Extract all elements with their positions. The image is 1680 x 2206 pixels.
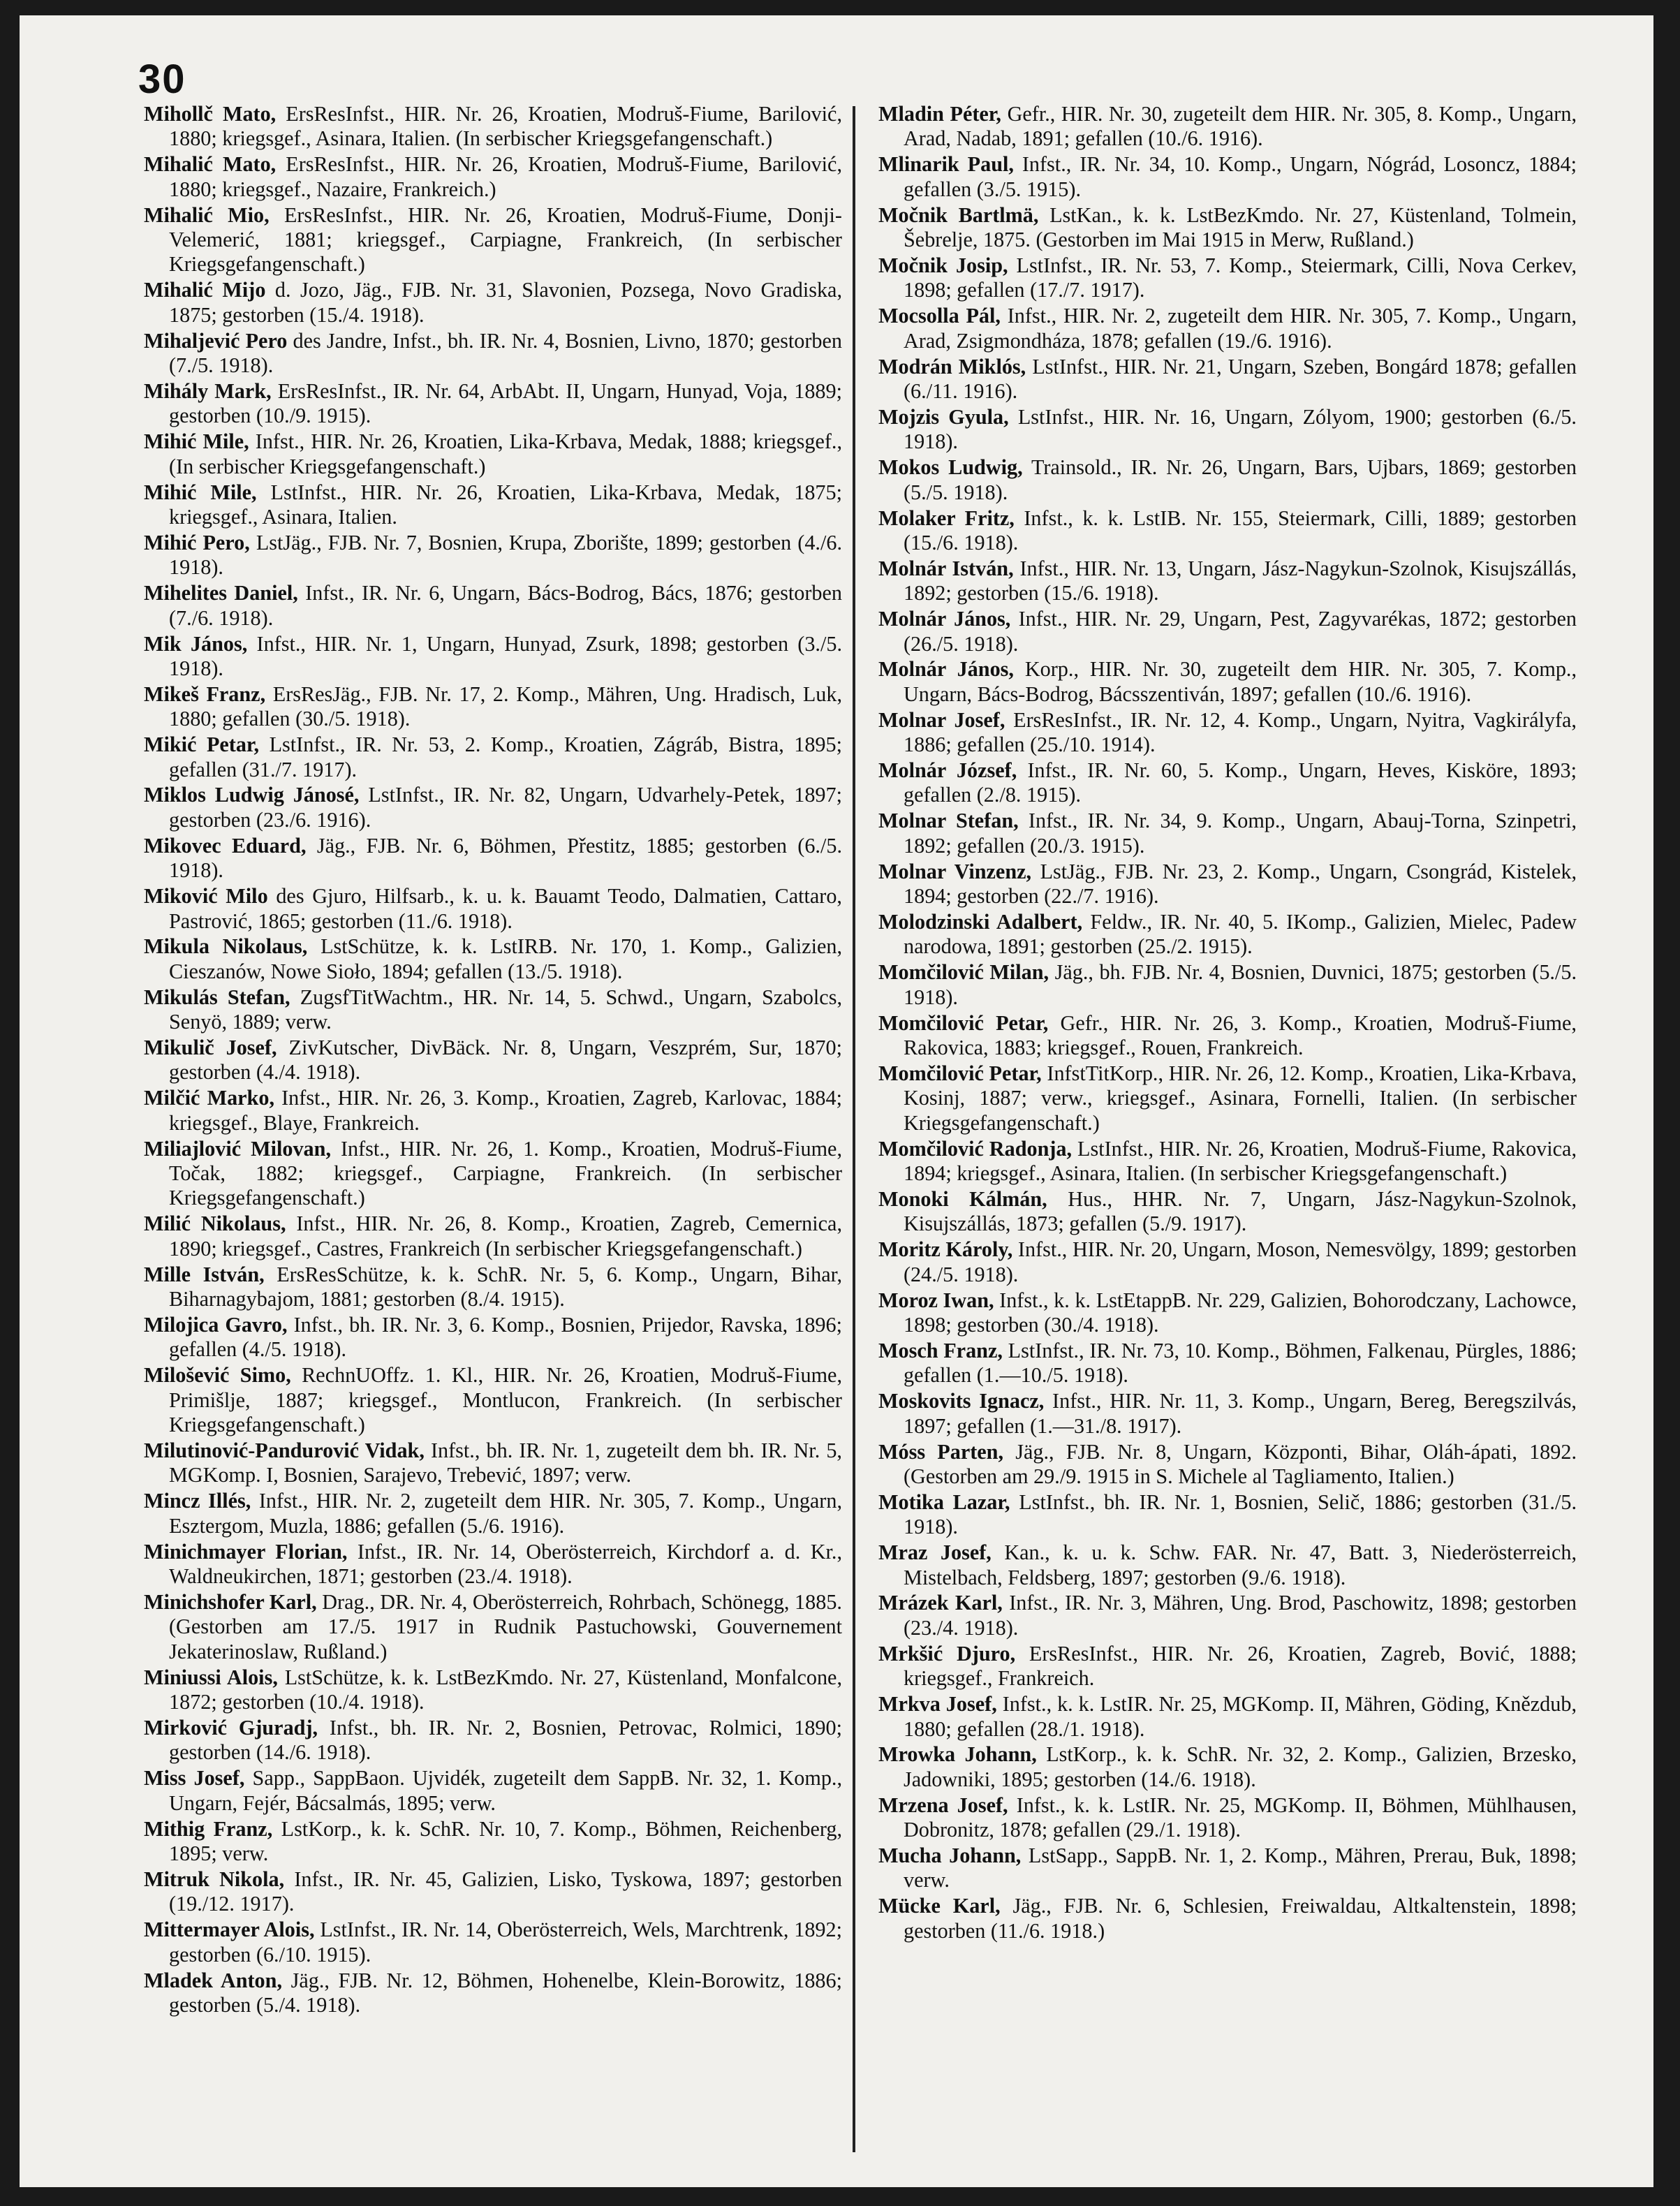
entry-name: Mikulás Stefan, [144, 985, 290, 1009]
entry-name: Milić Nikolaus, [144, 1212, 286, 1236]
entry-details: des Gjuro, Hilfsarb., k. u. k. Bauamt Teodo, Dalmatien, Cattaro, Pastrović, 1865; gestorben (11./6. 1918). [169, 884, 842, 933]
register-entry [144, 1212, 842, 1261]
entry-name: Molnar Vinzenz, [878, 859, 1032, 883]
register-entry [144, 1263, 842, 1312]
entry-name: Molnár János, [878, 657, 1014, 682]
right-column [878, 102, 1577, 1945]
entry-name: Miss Josef, [144, 1766, 245, 1790]
entry-details: LstInfst., IR. Nr. 73, 10. Komp., Böhmen, Falkenau, Pürgles, 1886; gefallen (1.—10./5. 1918). [904, 1338, 1577, 1388]
entry-details: LstInfst., IR. Nr. 53, 7. Komp., Steiermark, Cilli, Nova Cerkev, 1898; gefallen (17./7. 1917). [904, 253, 1577, 302]
entry-name: Mitruk Nikola, [144, 1867, 285, 1891]
entry-details: Infst., k. k. LstEtappB. Nr. 229, Galizien, Bohorodczany, Lachowce, 1898; gestorben (30./4. 1918). [904, 1288, 1577, 1337]
entry-name: Molnár József, [878, 758, 1017, 783]
entry-name: Mücke Karl, [878, 1894, 1001, 1918]
entry-details: Infst., IR. Nr. 45, Galizien, Lisko, Tyskowa, 1897; gestorben (19./12. 1917). [169, 1867, 842, 1916]
entry-details: LstInfst., HIR. Nr. 21, Ungarn, Szeben, Bongárd 1878; gefallen (6./11. 1916). [904, 354, 1577, 403]
entry-details: LstKan., k. k. LstBezKmdo. Nr. 27, Küstenland, Tolmein, Šebrelje, 1875. (Gestorben im Mai 1915 in Merw, Rußland.) [904, 203, 1577, 252]
entry-details: Infst., HIR. Nr. 29, Ungarn, Pest, Zagyvarékas, 1872; gestorben (26./5. 1918). [904, 607, 1577, 656]
entry-details: LstKorp., k. k. SchR. Nr. 10, 7. Komp., Böhmen, Reichenberg, 1895; verw. [169, 1816, 842, 1866]
register-entry [144, 1969, 842, 2018]
register-entry [878, 1642, 1577, 1691]
entry-details: des Jandre, Infst., bh. IR. Nr. 4, Bosnien, Livno, 1870; gestorben (7./5. 1918). [169, 328, 842, 378]
entry-name: Moskovits Ignacz, [878, 1389, 1045, 1413]
entry-details: RechnUOffz. 1. Kl., HIR. Nr. 26, Kroatien, Modruš-Fiume, Primišlje, 1887; kriegsgef., Montlucon, Frankreich. (In serbischer Kriegsgefangenschaft.) [169, 1363, 842, 1437]
entry-details: Jäg., FJB. Nr. 6, Schlesien, Freiwaldau, Altkaltenstein, 1898; gestorben (11./6. 1918.) [904, 1894, 1577, 1943]
entry-name: Modrán Miklós, [878, 354, 1026, 378]
entry-details: Infst., HIR. Nr. 13, Ungarn, Jász-Nagykun-Szolnok, Kisujszállás, 1892; gestorben (15./6. 1918). [904, 556, 1577, 605]
entry-name: Molnár János, [878, 607, 1011, 631]
register-entry [878, 1011, 1577, 1061]
entry-name: Milojica Gavro, [144, 1313, 288, 1337]
register-entry [144, 1439, 842, 1488]
entry-details: Drag., DR. Nr. 4, Oberösterreich, Rohrbach, Schönegg, 1885. (Gestorben am 17./5. 1917 in Rudnik Pastuchowski, Gouvernement Jekaterinoslaw, Rußland.) [169, 1589, 842, 1663]
register-entry [878, 203, 1577, 253]
entry-name: Mokos Ludwig, [878, 455, 1023, 480]
entry-details: LstKorp., k. k. SchR. Nr. 32, 2. Komp., Galizien, Brzesko, Jadowniki, 1895; gestorben (14./6. 1918). [904, 1742, 1577, 1791]
register-entry [878, 1591, 1577, 1640]
entry-name: Milutinović-Pandurović Vidak, [144, 1439, 425, 1463]
register-entry [144, 1590, 842, 1664]
entry-name: Mihić Mile, [144, 429, 249, 454]
register-entry [144, 329, 842, 378]
entry-name: Molnar Josef, [878, 707, 1005, 732]
entry-details: Infst., IR. Nr. 3, Mähren, Ung. Brod, Paschowitz, 1898; gestorben (23./4. 1918). [904, 1591, 1577, 1640]
entry-name: Mrzena Josef, [878, 1793, 1008, 1817]
entry-details: LstInfst., IR. Nr. 14, Oberösterreich, Wels, Marchtrenk, 1892; gestorben (6./10. 1915). [169, 1918, 842, 1966]
entry-name: Milčić Marko, [144, 1086, 274, 1110]
entry-details: Feldw., IR. Nr. 40, 5. IKomp., Galizien, Mielec, Padew narodowa, 1891; gestorben (25./2. 1915). [904, 910, 1577, 959]
entry-name: Molnar Stefan, [878, 809, 1019, 833]
entry-name: Mocsolla Pál, [878, 304, 1001, 328]
register-entry [144, 1867, 842, 1917]
entry-name: Mucha Johann, [878, 1844, 1022, 1868]
register-entry [878, 1339, 1577, 1388]
entry-name: Mille István, [144, 1262, 265, 1286]
register-entry [144, 102, 842, 152]
entry-name: Momčilović Milan, [878, 960, 1049, 985]
entry-details: Infst., HIR. Nr. 20, Ungarn, Moson, Nemesvölgy, 1899; gestorben (24./5. 1918). [904, 1237, 1577, 1286]
entry-details: Infst., HIR. Nr. 26, 1. Komp., Kroatien, Modruš-Fiume, Točak, 1882; kriegsgef., Carpiagne, Frankreich. (In serbischer Kriegsgefangenschaft.) [169, 1136, 843, 1210]
register-entry [878, 607, 1577, 656]
entry-details: Infst., IR. Nr. 6, Ungarn, Bács-Bodrog, Bács, 1876; gestorben (7./6. 1918). [169, 581, 842, 630]
entry-name: Mrkva Josef, [878, 1692, 997, 1716]
register-entry [144, 1540, 842, 1589]
entry-name: Mithig Franz, [144, 1816, 273, 1841]
register-entry [144, 203, 842, 277]
entry-details: Infst., k. k. LstIR. Nr. 25, MGKomp. II, Böhmen, Mühlhausen, Dobronitz, 1878; gefallen (29./1. 1918). [904, 1793, 1577, 1842]
register-entry [878, 557, 1577, 606]
register-entry [878, 1793, 1577, 1843]
entry-name: Momčilović Petar, [878, 1061, 1042, 1085]
register-entry [144, 278, 842, 328]
register-entry [144, 1817, 842, 1867]
entry-details: Korp., HIR. Nr. 30, zugeteilt dem HIR. Nr. 305, 7. Komp., Ungarn, Bács-Bodrog, Bácsszentiván, 1897; gefallen (10./6. 1916). [904, 657, 1577, 706]
entry-name: Miliajlović Milovan, [144, 1136, 331, 1161]
entry-name: Mraz Josef, [878, 1540, 992, 1565]
entry-name: Móss Parten, [878, 1439, 1004, 1464]
entry-details: LstSchütze, k. k. LstIRB. Nr. 170, 1. Komp., Galizien, Cieszanów, Nowe Sioło, 1894; gefallen (13./5. 1918). [169, 934, 842, 983]
entry-details: Infst., HIR. Nr. 2, zugeteilt dem HIR. Nr. 305, 7. Komp., Ungarn, Esztergom, Muzla, 1886; gefallen (5./6. 1916). [169, 1489, 842, 1538]
entry-details: ErsResInfst., IR. Nr. 64, ArbAbt. II, Ungarn, Hunyad, Voja, 1889; gestorben (10./9. 1915). [169, 378, 842, 428]
entry-name: Mihelites Daniel, [144, 581, 298, 605]
register-entry [878, 1389, 1577, 1439]
entry-details: ErsResInfst., HIR. Nr. 26, Kroatien, Zagreb, Bović, 1888; kriegsgef., Frankreich. [904, 1641, 1577, 1691]
register-entry [878, 1540, 1577, 1590]
entry-details: Infst., bh. IR. Nr. 1, zugeteilt dem bh. IR. Nr. 5, MGKomp. I, Bosnien, Sarajevo, Trebević, 1897; verw. [169, 1439, 842, 1487]
register-entry [878, 355, 1577, 404]
register-entry [144, 429, 842, 479]
entry-details: Gefr., HIR. Nr. 30, zugeteilt dem HIR. Nr. 305, 8. Komp., Ungarn, Arad, Nadab, 1891; gefallen (10./6. 1916). [904, 102, 1577, 151]
entry-name: Mittermayer Alois, [144, 1918, 315, 1942]
entry-name: Mihić Mile, [144, 480, 257, 504]
entry-details: LstInfst., bh. IR. Nr. 1, Bosnien, Selič, 1886; gestorben (31./5. 1918). [904, 1490, 1577, 1539]
entry-name: Mladin Péter, [878, 102, 1001, 126]
entry-details: LstInfst., HIR. Nr. 16, Ungarn, Zólyom, 1900; gestorben (6./5. 1918). [904, 404, 1577, 454]
entry-details: Jäg., FJB. Nr. 12, Böhmen, Hohenelbe, Klein-Borowitz, 1886; gestorben (5./4. 1918). [169, 1968, 843, 2017]
entry-name: Mosch Franz, [878, 1338, 1003, 1362]
entry-name: Molodzinski Adalbert, [878, 910, 1083, 934]
entry-name: Monoki Kálmán, [878, 1186, 1047, 1211]
entry-details: Infst., IR. Nr. 60, 5. Komp., Ungarn, Heves, Kisköre, 1893; gefallen (2./8. 1915). [904, 758, 1577, 807]
register-entry [144, 379, 842, 429]
entry-name: Moritz Károly, [878, 1237, 1013, 1262]
entry-details: ErsResInfst., HIR. Nr. 26, Kroatien, Modruš-Fiume, Barilović, 1880; kriegsgef., Asinara, Italien. (In serbischer Kriegsgefangenschaft.) [169, 102, 842, 151]
entry-name: Mikulič Josef, [144, 1036, 277, 1060]
entry-details: LstInfst., HIR. Nr. 26, Kroatien, Modruš-Fiume, Rakovica, 1894; kriegsgef., Asinara, Italien. (In serbischer Kriegsgefangenschaft.) [904, 1136, 1577, 1186]
entry-details: d. Jozo, Jäg., FJB. Nr. 31, Slavonien, Pozsega, Novo Gradiska, 1875; gestorben (15./4. 1918). [169, 278, 842, 327]
entry-details: Jäg., FJB. Nr. 8, Ungarn, Központi, Bihar, Oláh-ápati, 1892. (Gestorben am 29./9. 1915 in S. Michele al Tagliamento, Italien.) [904, 1439, 1577, 1488]
entry-details: ZugsfTitWachtm., HR. Nr. 14, 5. Schwd., Ungarn, Szabolcs, Senyö, 1889; verw. [169, 985, 842, 1034]
register-entry [878, 708, 1577, 758]
left-column [144, 102, 842, 2019]
entry-details: Infst., k. k. LstIB. Nr. 155, Steiermark, Cilli, 1889; gestorben (15./6. 1918). [904, 506, 1577, 554]
entry-details: LstInfst., IR. Nr. 82, Ungarn, Udvarhely-Petek, 1897; gestorben (23./6. 1916). [169, 783, 842, 832]
register-entry [144, 152, 842, 202]
register-entry [144, 682, 842, 732]
entry-details: LstInfst., IR. Nr. 53, 2. Komp., Kroatien, Zágráb, Bistra, 1895; gefallen (31./7. 1917). [169, 733, 842, 781]
register-entry [878, 102, 1577, 152]
register-entry [878, 253, 1577, 303]
entry-name: Mihaljević Pero [144, 328, 288, 353]
entry-name: Mlinarik Paul, [878, 152, 1014, 177]
register-entry [878, 1187, 1577, 1237]
register-entry [144, 1363, 842, 1437]
register-entry [878, 657, 1577, 707]
entry-name: Mihollč Mato, [144, 102, 277, 126]
register-entry [878, 304, 1577, 353]
entry-name: Mrázek Karl, [878, 1591, 1003, 1615]
entry-details: Infst., HIR. Nr. 2, zugeteilt dem HIR. Nr. 305, 7. Komp., Ungarn, Arad, Zsigmondháza, 1878; gefallen (19./6. 1916). [904, 304, 1577, 353]
entry-name: Molaker Fritz, [878, 506, 1015, 530]
register-entry [878, 1237, 1577, 1287]
entry-details: Kan., k. u. k. Schw. FAR. Nr. 47, Batt. 3, Niederösterreich, Mistelbach, Feldsberg, 1897; gestorben (9./6. 1918). [904, 1540, 1577, 1589]
entry-details: Hus., HHR. Nr. 7, Ungarn, Jász-Nagykun-Szolnok, Kisujszállás, 1873; gefallen (5./9. 1917). [904, 1186, 1577, 1236]
entry-details: LstJäg., FJB. Nr. 23, 2. Komp., Ungarn, Csongrád, Kistelek, 1894; gestorben (22./7. 1916). [904, 859, 1577, 909]
entry-details: Trainsold., IR. Nr. 26, Ungarn, Bars, Ujbars, 1869; gestorben (5./5. 1918). [904, 455, 1577, 504]
entry-details: Infst., HIR. Nr. 26, 3. Komp., Kroatien, Zagreb, Karlovac, 1884; kriegsgef., Blaye, Frankreich. [169, 1086, 842, 1135]
register-entry [878, 506, 1577, 556]
register-entry [144, 531, 842, 580]
entry-details: LstSapp., SappB. Nr. 1, 2. Komp., Mähren, Prerau, Buk, 1898; verw. [904, 1844, 1577, 1892]
register-entry [878, 758, 1577, 808]
entry-details: ErsResSchütze, k. k. SchR. Nr. 5, 6. Komp., Ungarn, Bihar, Biharnagybajom, 1881; gestorben (8./4. 1915). [169, 1262, 843, 1311]
entry-name: Mikula Nikolaus, [144, 934, 308, 959]
entry-name: Mincz Illés, [144, 1489, 251, 1513]
entry-details: ErsResInfst., IR. Nr. 12, 4. Komp., Ungarn, Nyitra, Vagkirályfa, 1886; gefallen (25./10. 1914). [904, 707, 1577, 757]
register-entry [878, 860, 1577, 909]
entry-name: Mihić Pero, [144, 530, 250, 554]
register-entry [144, 581, 842, 631]
entry-name: Mihalić Mio, [144, 203, 270, 227]
entry-details: Infst., IR. Nr. 34, 10. Komp., Ungarn, Nógrád, Losoncz, 1884; gefallen (3./5. 1915). [904, 152, 1577, 201]
register-entry [878, 1440, 1577, 1490]
entry-name: Minichmayer Florian, [144, 1539, 348, 1564]
register-entry [144, 1918, 842, 1967]
register-entry [878, 152, 1577, 202]
register-entry [878, 1288, 1577, 1338]
entry-name: Mihály Mark, [144, 378, 272, 403]
entry-name: Močnik Bartlmä, [878, 203, 1039, 227]
entry-name: Miklos Ludwig Jánosé, [144, 783, 360, 807]
entry-name: Milošević Simo, [144, 1363, 291, 1388]
register-entry [144, 884, 842, 934]
entry-name: Miković Milo [144, 884, 268, 909]
register-entry [144, 1313, 842, 1362]
entry-details: Infst., IR. Nr. 14, Oberösterreich, Kirchdorf a. d. Kr., Waldneukirchen, 1871; gestorben (23./4. 1918). [169, 1539, 842, 1589]
entry-details: LstInfst., HIR. Nr. 26, Kroatien, Lika-Krbava, Medak, 1875; kriegsgef., Asinara, Italien. [169, 480, 842, 529]
entry-details: LstJäg., FJB. Nr. 7, Bosnien, Krupa, Zborište, 1899; gestorben (4./6. 1918). [169, 530, 842, 580]
register-entry [878, 960, 1577, 1010]
entry-name: Motika Lazar, [878, 1490, 1010, 1514]
entry-details: Jäg., bh. FJB. Nr. 4, Bosnien, Duvnici, 1875; gestorben (5./5. 1918). [904, 960, 1577, 1009]
register-entry [144, 1489, 842, 1538]
register-entry [878, 1061, 1577, 1135]
entry-details: Jäg., FJB. Nr. 6, Böhmen, Přestitz, 1885; gestorben (6./5. 1918). [169, 833, 842, 883]
entry-details: Infst., bh. IR. Nr. 3, 6. Komp., Bosnien, Prijedor, Ravska, 1896; gefallen (4./5. 1918). [169, 1313, 842, 1362]
entry-details: ErsResJäg., FJB. Nr. 17, 2. Komp., Mähren, Ung. Hradisch, Luk, 1880; gefallen (30./5. 1918). [169, 682, 843, 731]
register-entry [144, 1716, 842, 1765]
entry-name: Momčilović Radonja, [878, 1136, 1073, 1161]
register-entry [144, 834, 842, 883]
entry-name: Mik János, [144, 631, 248, 656]
entry-details: Infst., HIR. Nr. 26, 8. Komp., Kroatien, Zagreb, Cemernica, 1890; kriegsgef., Castres, Frankreich (In serbischer Kriegsgefangenschaft.) [169, 1212, 843, 1260]
register-entry [144, 1665, 842, 1715]
register-entry [878, 910, 1577, 959]
register-entry [878, 1137, 1577, 1186]
entry-name: Miniussi Alois, [144, 1665, 278, 1689]
register-entry [144, 1137, 842, 1211]
register-entry [878, 809, 1577, 858]
entry-details: Sapp., SappBaon. Ujvidék, zugeteilt dem SappB. Nr. 32, 1. Komp., Ungarn, Fejér, Bácsalmás, 1895; verw. [169, 1766, 843, 1815]
entry-details: LstSchütze, k. k. LstBezKmdo. Nr. 27, Küstenland, Monfalcone, 1872; gestorben (10./4. 1918). [169, 1665, 842, 1714]
register-entry [144, 733, 842, 782]
register-entry [144, 1766, 842, 1816]
entry-name: Momčilović Petar, [878, 1010, 1049, 1035]
entry-details: Infst., IR. Nr. 34, 9. Komp., Ungarn, Abauj-Torna, Szinpetri, 1892; gefallen (20./3. 1915). [904, 809, 1577, 858]
entry-name: Mrowka Johann, [878, 1742, 1037, 1767]
register-entry [878, 1742, 1577, 1792]
entry-details: Infst., HIR. Nr. 11, 3. Komp., Ungarn, Bereg, Beregszilvás, 1897; gefallen (1.—31./8. 1917). [904, 1389, 1577, 1438]
register-entry [878, 1692, 1577, 1742]
register-entry [144, 1086, 842, 1135]
register-entry [878, 1490, 1577, 1540]
register-entry [144, 1036, 842, 1085]
entry-details: ErsResInfst., HIR. Nr. 26, Kroatien, Modruš-Fiume, Donji-Velemerić, 1881; kriegsgef., Carpiagne, Frankreich, (In serbischer Kriegsgefangenschaft.) [169, 203, 842, 277]
register-entry [144, 985, 842, 1035]
entry-name: Mrkšić Djuro, [878, 1641, 1016, 1665]
entry-details: Infst., HIR. Nr. 1, Ungarn, Hunyad, Zsurk, 1898; gestorben (3./5. 1918). [169, 631, 842, 680]
entry-details: InfstTitKorp., HIR. Nr. 26, 12. Komp., Kroatien, Lika-Krbava, Kosinj, 1887; verw., kriegsgef., Asinara, Fornelli, Italien. (In serbischer Kriegsgefangenschaft.) [904, 1061, 1577, 1135]
register-entry [878, 405, 1577, 455]
register-entry [144, 632, 842, 682]
entry-name: Močnik Josip, [878, 253, 1008, 277]
document-page [20, 15, 1653, 2187]
register-entry [878, 1844, 1577, 1893]
register-entry [144, 934, 842, 984]
entry-details: ZivKutscher, DivBäck. Nr. 8, Ungarn, Veszprém, Sur, 1870; gestorben (4./4. 1918). [169, 1036, 842, 1084]
entry-details: Gefr., HIR. Nr. 26, 3. Komp., Kroatien, Modruš-Fiume, Rakovica, 1883; kriegsgef., Rouen, Frankreich. [904, 1010, 1577, 1060]
entry-name: Mikić Petar, [144, 733, 260, 757]
entry-name: Mihalić Mijo [144, 278, 266, 302]
register-entry [144, 480, 842, 530]
entry-name: Mojzis Gyula, [878, 404, 1009, 429]
register-entry [878, 455, 1577, 505]
entry-name: Mikeš Franz, [144, 682, 266, 706]
column-divider [853, 106, 855, 2152]
entry-name: Molnár István, [878, 556, 1014, 580]
register-entry [878, 1894, 1577, 1943]
entry-details: Infst., bh. IR. Nr. 2, Bosnien, Petrovac, Rolmici, 1890; gestorben (14./6. 1918). [169, 1716, 842, 1765]
entry-name: Moroz Iwan, [878, 1288, 994, 1312]
entry-details: Infst., k. k. LstIR. Nr. 25, MGKomp. II, Mähren, Göding, Knězdub, 1880; gefallen (28./1. 1918). [904, 1692, 1577, 1741]
entry-name: Mihalić Mato, [144, 152, 277, 177]
entry-name: Mirković Gjuradj, [144, 1716, 318, 1740]
entry-name: Mikovec Eduard, [144, 833, 307, 858]
page-number: 30 [138, 57, 186, 102]
entry-details: Infst., HIR. Nr. 26, Kroatien, Lika-Krbava, Medak, 1888; kriegsgef., (In serbischer Kriegsgefangenschaft.) [169, 429, 842, 478]
entry-name: Mladek Anton, [144, 1968, 282, 1992]
entry-details: ErsResInfst., HIR. Nr. 26, Kroatien, Modruš-Fiume, Barilović, 1880; kriegsgef., Nazaire, Frankreich.) [169, 152, 842, 201]
entry-name: Minichshofer Karl, [144, 1589, 317, 1614]
register-entry [144, 783, 842, 832]
